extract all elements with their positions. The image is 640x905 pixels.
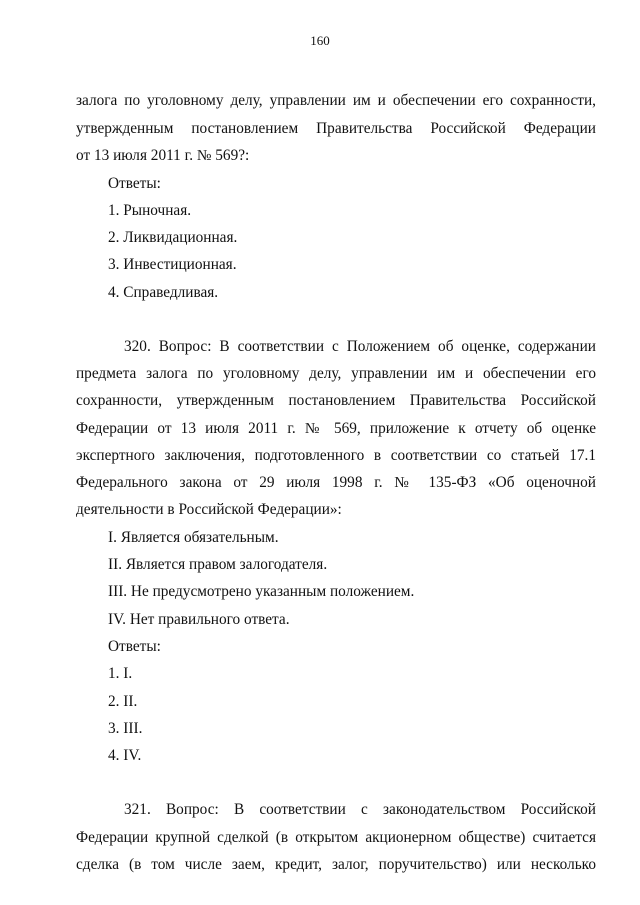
answer-item: 4. IV. — [108, 747, 142, 764]
answer-item: 1. Рыночная. — [108, 202, 192, 219]
q320-line-4: Федерации от 13 июля 2011 г. № 569, приложение к отчету об оценке — [76, 420, 596, 437]
answer-item: 1. I. — [108, 665, 133, 682]
page-number: 160 — [310, 33, 330, 48]
option-item: III. Не предусмотрено указанным положением. — [108, 583, 415, 600]
answer-item: 2. Ликвидационная. — [108, 229, 238, 246]
option-item: I. Является обязательным. — [108, 529, 279, 546]
answers-label: Ответы: — [108, 175, 161, 192]
q321-line-3: сделка (в том числе заем, кредит, залог, поручительство) или несколько — [76, 856, 596, 873]
intro-line-2: утвержденным постановлением Правительства Российской Федерации — [76, 120, 596, 137]
q320-line-1: 320. Вопрос: В соответствии с Положением об оценке, содержании — [124, 338, 596, 355]
option-item: IV. Нет правильного ответа. — [108, 611, 290, 628]
q321-line-1: 321. Вопрос: В соответствии с законодательством Российской — [124, 801, 596, 818]
q320-line-7: деятельности в Российской Федерации»: — [76, 501, 342, 518]
intro-line-3: от 13 июля 2011 г. № 569?: — [76, 147, 250, 164]
q320-line-3: сохранности, утвержденным постановлением Правительства Российской — [76, 392, 596, 409]
q320-line-2: предмета залога по уголовному делу, управлении им и обеспечении его — [76, 365, 596, 382]
answer-item: 4. Справедливая. — [108, 284, 219, 301]
q321-line-2: Федерации крупной сделкой (в открытом акционерном обществе) считается — [76, 829, 596, 846]
q320-line-6: Федерального закона от 29 июля 1998 г. № 135-ФЗ «Об оценочной — [76, 474, 596, 491]
answer-item: 3. III. — [108, 720, 143, 737]
option-item: II. Является правом залогодателя. — [108, 556, 328, 573]
q320-line-5: экспертного заключения, подготовленного в соответствии со статьей 17.1 — [76, 447, 596, 464]
answer-item: 3. Инвестиционная. — [108, 256, 237, 273]
intro-line-1: залога по уголовному делу, управлении им и обеспечении его сохранности, — [76, 92, 596, 109]
answers-label: Ответы: — [108, 638, 161, 655]
answer-item: 2. II. — [108, 693, 138, 710]
